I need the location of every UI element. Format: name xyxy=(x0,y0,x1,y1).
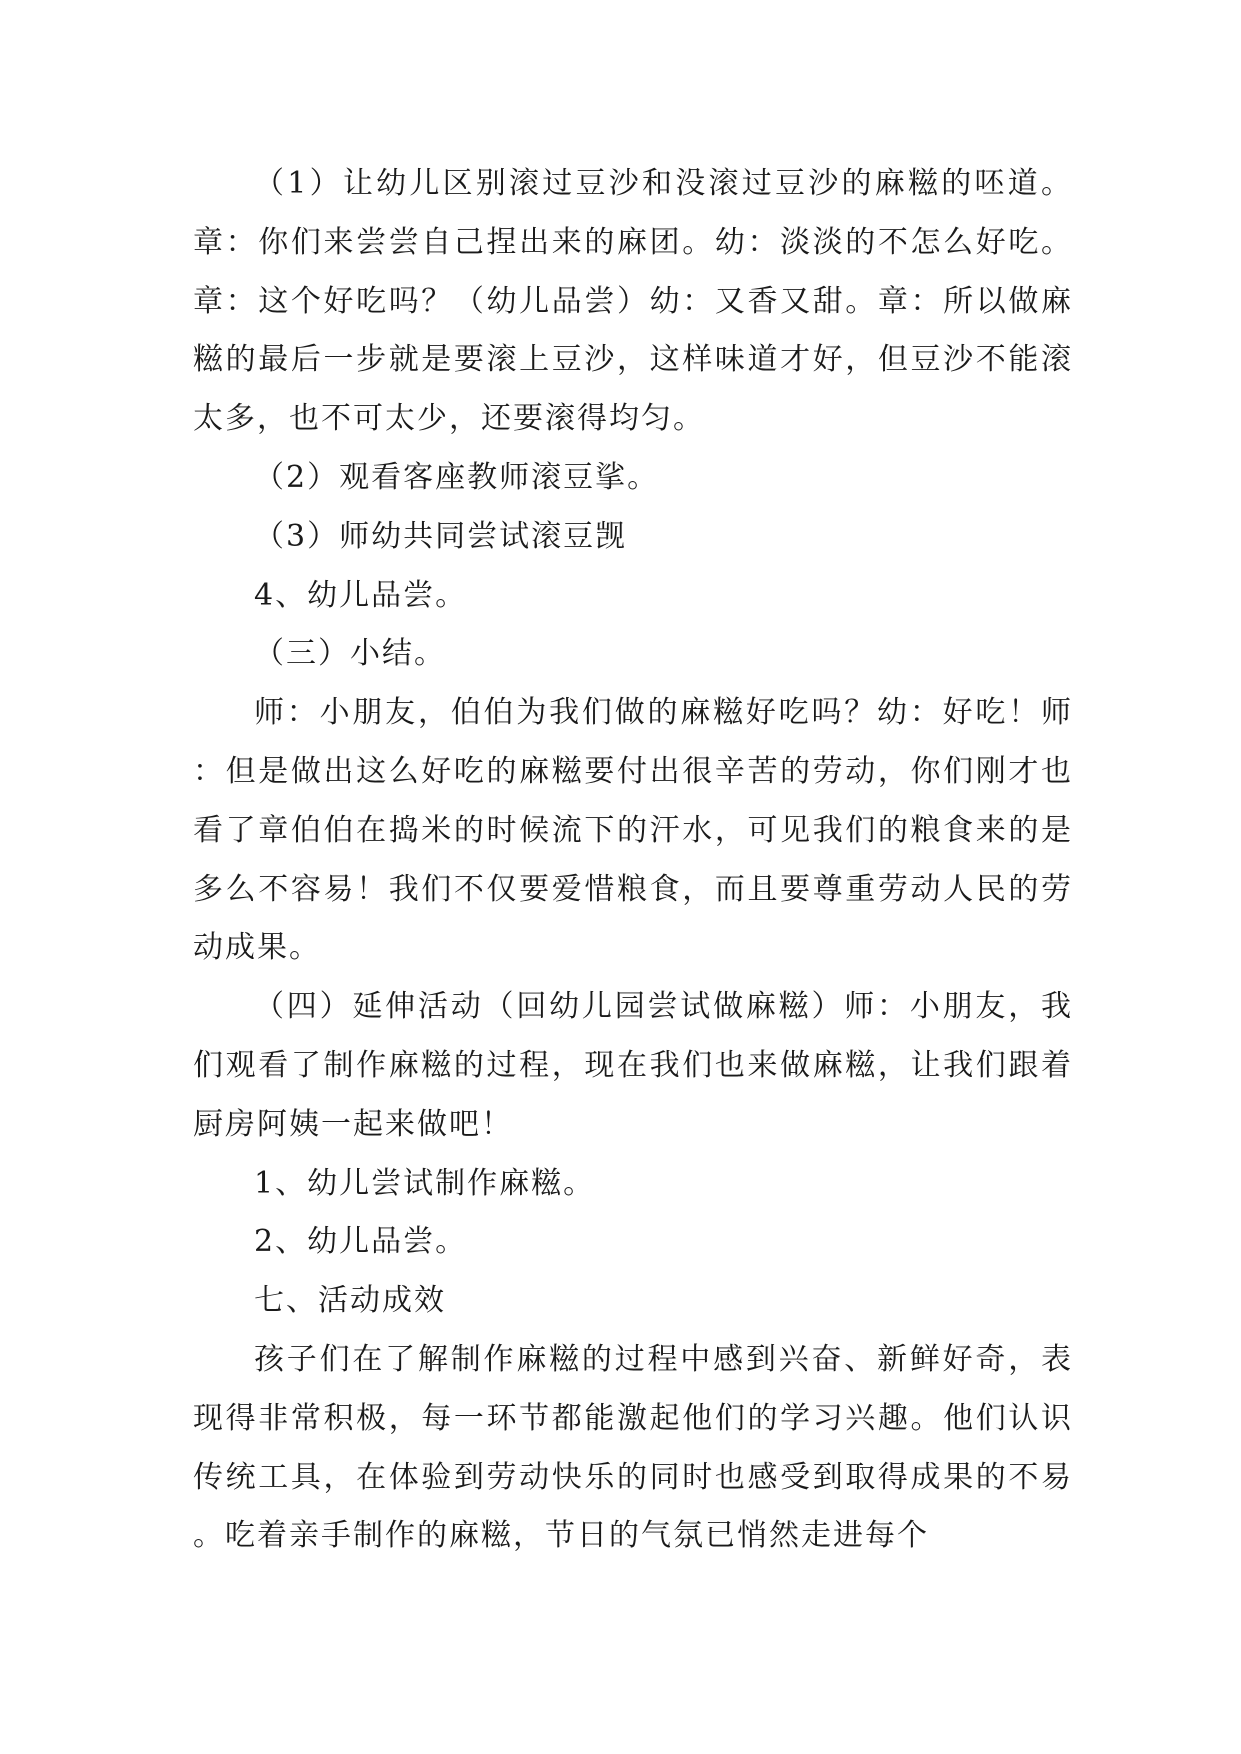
paragraph-watch-teacher: （2）观看客座教师滚豆挲。 xyxy=(254,459,660,495)
paragraph-results: 孩子们在了解制作麻糍的过程中感到兴奋、新鲜好奇，表现得非常积极，每一环节都能激起他们的学习兴趣。他们认识传统工具，在体验到劳动快乐的同时也感受到取得成果的不易。吃着亲手制作的麻糍，节日的气氛已悄然走进每个 xyxy=(193,1341,1073,1554)
paragraph-rolling-comparison: （1）让幼儿区别滚过豆沙和没滚过豆沙的麻糍的呸道。章：你们来尝尝自己捏出来的麻团。幼：淡淡的不怎么好吃。章：这个好吃吗？（幼儿品尝）幼：又香又甜。章：所以做麻糍的最后一步就是要滚上豆沙，这样味道才好，但豆沙不能滚太多，也不可太少，还要滚得均匀。 xyxy=(193,166,1073,437)
body-text xyxy=(193,155,1073,1566)
paragraph-children-make: 1、幼儿尝试制作麻糍。 xyxy=(254,1165,596,1201)
paragraph-try-together: （3）师幼共同尝试滚豆觊 xyxy=(254,518,628,554)
paragraph-summary-heading: （三）小结。 xyxy=(254,636,446,672)
paragraph-extension-activity: （四）延伸活动（回幼儿园尝试做麻糍）师：小朋友，我们观看了制作麻糍的过程，现在我们也来做麻糍，让我们跟着厨房阿姨一起来做吧！ xyxy=(193,989,1073,1142)
paragraph-summary-dialogue: 师：小朋友，伯伯为我们做的麻糍好吃吗？幼：好吃！师：但是做出这么好吃的麻糍要付出很辛苦的劳动，你们刚才也看了章伯伯在捣米的时候流下的汗水，可见我们的粮食来的是多么不容易！我们不仅要爱惜粮食，而且要尊重劳动人民的劳动成果。 xyxy=(193,695,1073,966)
section-heading-results: 七、活动成效 xyxy=(254,1283,446,1319)
paragraph-children-taste-2: 2、幼儿品尝。 xyxy=(254,1224,468,1260)
paragraph-children-taste: 4、幼儿品尝。 xyxy=(254,577,468,613)
